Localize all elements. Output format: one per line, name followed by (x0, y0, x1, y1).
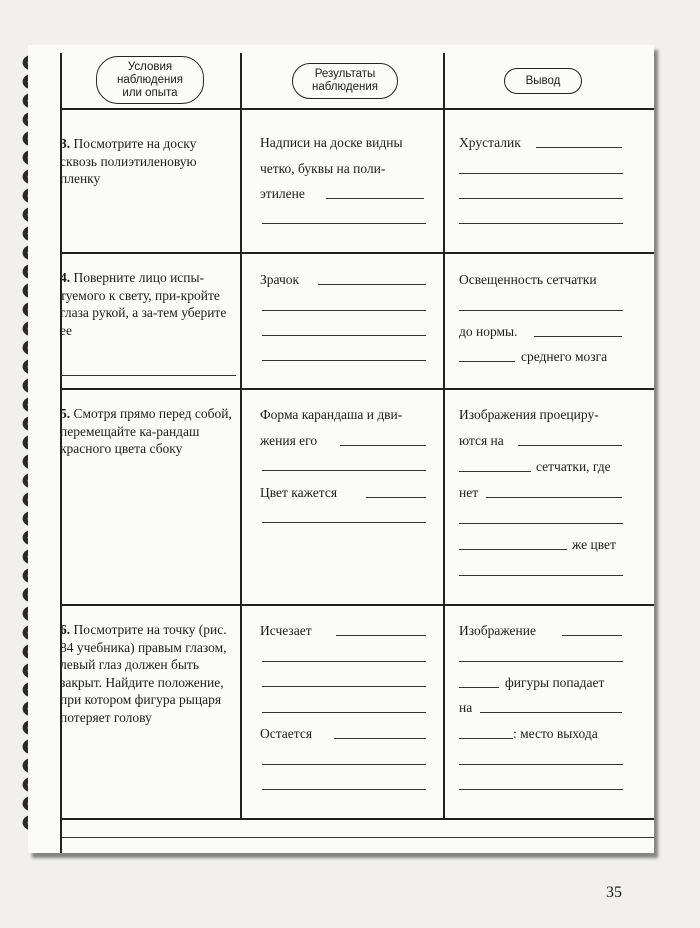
answer-line[interactable] (262, 712, 426, 713)
row5-conclusion-line5: же цвет (572, 537, 616, 552)
answer-line[interactable] (459, 661, 623, 662)
header-conditions-line3: или опыта (122, 86, 178, 99)
row4-conclusion-line3: среднего мозга (521, 349, 608, 364)
answer-line[interactable] (459, 223, 623, 224)
row5-conclusion-line1: Изображения проециру- (459, 407, 599, 422)
answer-line[interactable] (262, 223, 426, 224)
row5-conclusion-line2: ются на (459, 433, 504, 448)
row5-conclusion-line4: нет (459, 485, 479, 500)
row3-number: 3. (60, 136, 71, 151)
answer-line[interactable] (459, 738, 513, 739)
row-divider-1 (60, 252, 654, 254)
header-conclusion-label: Вывод (525, 74, 561, 87)
answer-line[interactable] (262, 360, 426, 361)
answer-line[interactable] (318, 284, 426, 285)
row5-condition-text: Смотря прямо перед собой, перемещайте ка-рандаш красного цвета сбоку (60, 406, 232, 456)
header-results (292, 63, 398, 99)
answer-line[interactable] (262, 335, 426, 336)
column-divider-1 (240, 53, 242, 819)
row5-result-line3: Цвет кажется (260, 485, 338, 500)
row4-condition-text: Поверните лицо испы-туемого к свету, при-кройте глаза рукой, а за-тем уберите ее (60, 270, 227, 338)
row-divider-2 (60, 388, 654, 390)
row6-condition (60, 621, 236, 726)
header-divider (60, 108, 654, 110)
header-conclusion (504, 68, 582, 94)
row5-result-line2: жения его (260, 433, 318, 448)
answer-line[interactable] (262, 686, 426, 687)
header-conditions-line2: наблюдения (116, 73, 183, 86)
answer-line[interactable] (459, 471, 531, 472)
row-divider-4 (60, 818, 654, 820)
row-divider-3 (60, 604, 654, 606)
row6-number: 6. (60, 622, 71, 637)
header-results-line2: наблюдения (311, 81, 378, 93)
answer-line[interactable] (459, 575, 623, 576)
answer-line[interactable] (262, 661, 426, 662)
header-conditions (96, 56, 204, 104)
answer-line[interactable] (459, 523, 623, 524)
row4-number: 4. (60, 270, 71, 285)
page-number: 35 (606, 884, 622, 901)
answer-line[interactable] (459, 173, 623, 174)
answer-line[interactable] (336, 635, 426, 636)
answer-line[interactable] (459, 789, 623, 790)
answer-line[interactable] (459, 310, 623, 311)
row4-condition (60, 269, 236, 339)
row6-result-line2: Остается (260, 726, 313, 741)
header-results-line1: Результаты (314, 68, 376, 80)
answer-line[interactable] (340, 445, 426, 446)
answer-line[interactable] (459, 361, 515, 362)
answer-line[interactable] (366, 497, 426, 498)
answer-line[interactable] (262, 522, 426, 523)
answer-line[interactable] (262, 789, 426, 790)
row6-result-line1: Исчезает (260, 623, 312, 638)
row3-conclusion-line1: Хрусталик (459, 135, 521, 150)
answer-line[interactable] (459, 549, 567, 550)
answer-line[interactable] (536, 147, 622, 148)
row6-conclusion-line1: Изображение (459, 623, 536, 638)
row6-conclusion-line3: на (459, 700, 473, 715)
worksheet-page (28, 45, 654, 853)
row4-conclusion-line1: Освещенность сетчатки (459, 272, 597, 287)
row5-conclusion-line3: сетчатки, где (536, 459, 611, 474)
answer-line[interactable] (518, 445, 622, 446)
row6-conclusion-line4: : место выхода (513, 726, 598, 741)
row6-condition-text: Посмотрите на точку (рис. 84 учебника) правым глазом, левый глаз должен быть закрыт. Найдите положение, при котором фигура рыцаря потеряет голову (60, 622, 227, 725)
row3-condition-text: Посмотрите на доску сквозь полиэтиленовую пленку (60, 136, 197, 186)
answer-line[interactable] (262, 470, 426, 471)
row5-result-line1: Форма карандаша и дви- (260, 407, 403, 422)
row4-result-line1: Зрачок (260, 272, 300, 287)
row5-condition (60, 405, 234, 458)
row5-number: 5. (60, 406, 71, 421)
answer-line[interactable] (262, 764, 426, 765)
answer-line[interactable] (459, 687, 499, 688)
answer-line[interactable] (562, 635, 622, 636)
answer-line[interactable] (62, 837, 654, 838)
answer-line[interactable] (480, 712, 622, 713)
answer-line[interactable] (262, 310, 426, 311)
answer-line[interactable] (486, 497, 622, 498)
row6-conclusion-line2: фигуры попадает (505, 675, 605, 690)
answer-line[interactable] (534, 336, 622, 337)
answer-line[interactable] (326, 198, 424, 199)
answer-line[interactable] (459, 764, 623, 765)
header-conditions-line1: Условия (127, 60, 173, 73)
row4-conclusion-line2: до нормы. (459, 324, 518, 339)
row3-result-line1: Надписи на доске видны (260, 135, 403, 150)
answer-line[interactable] (334, 738, 426, 739)
answer-line[interactable] (60, 375, 236, 376)
column-divider-2 (443, 53, 445, 819)
row3-condition (60, 135, 232, 188)
row3-result-line3: этилене (260, 186, 305, 201)
answer-line[interactable] (459, 198, 623, 199)
row3-result-line2: четко, буквы на поли- (260, 161, 386, 176)
